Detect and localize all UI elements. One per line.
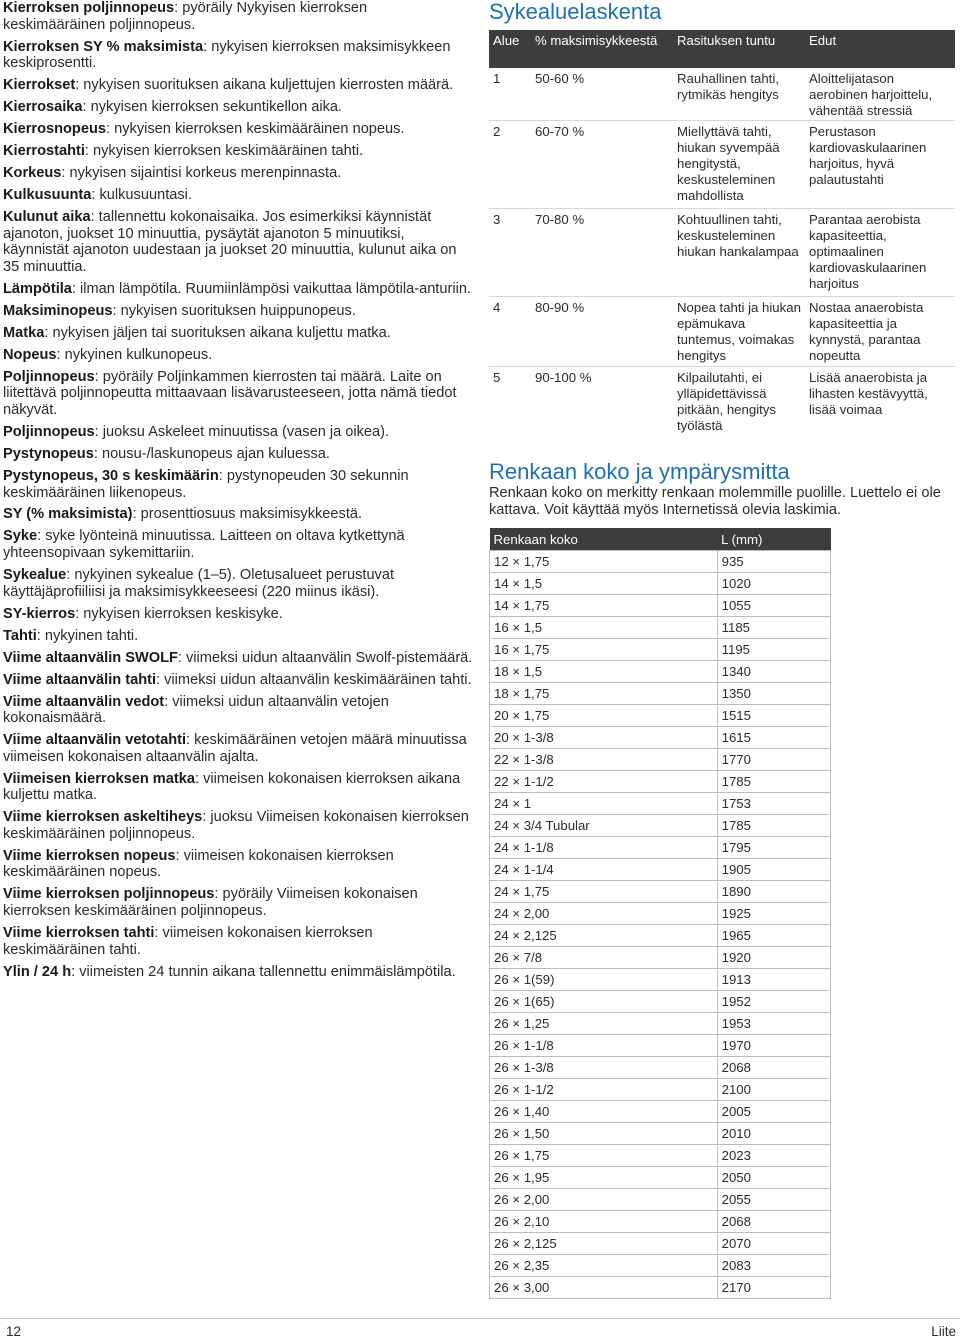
definition-desc: : nykyinen tahti. [36,627,139,644]
zone-header-cell: % maksimisykkeestä [531,30,673,68]
zone-table-body [489,68,955,434]
definition-term: Viimeisen kierroksen matka [3,770,195,787]
tire-cell: 16 × 1,75 [490,639,718,661]
tire-cell: 1020 [717,573,830,595]
definition-desc: : kulkusuuntasi. [91,187,192,204]
zone-cell: 60-70 % [531,120,673,208]
zone-cell: 1 [493,71,501,86]
definition-term: Nopeus [3,346,57,363]
definition-item [3,925,473,958]
tire-row [490,705,831,727]
tire-cell: 26 × 1(59) [490,969,718,991]
tire-cell: 1340 [717,661,830,683]
tire-cell: 26 × 1,95 [490,1167,718,1189]
definition-item [3,121,473,138]
tire-cell: 26 × 1-1/8 [490,1035,718,1057]
tire-cell: 26 × 2,35 [490,1255,718,1277]
definition-term: Kierroksen poljinnopeus [3,0,175,16]
definition-desc: : nousu-/laskunopeus ajan kuluessa. [93,445,330,462]
tire-cell: 2068 [717,1057,830,1079]
definition-item [3,650,473,667]
zone-header-cell: Alue [489,30,531,68]
definition-term: Kulunut aika [3,209,91,226]
tire-row [490,1189,831,1211]
definition-desc: : nykyisen suorituksen aikana kuljettujen kierrosten määrä. [75,77,454,94]
definition-term: Matka [3,324,45,341]
definition-term: Korkeus [3,165,62,182]
tire-cell: 26 × 1,75 [490,1145,718,1167]
tire-intro: Renkaan koko on merkitty renkaan molemmille puolille. Luettelo ei ole kattava. Voit käyttää myös Internetissä olevia laskimia. [489,485,941,518]
tire-cell: 2050 [717,1167,830,1189]
zone-cell: 70-80 % [531,208,673,296]
definition-desc: : syke lyönteinä minuutissa. Laitteen on oltava kytkettynä yhteensopivaan sykemittariin. [3,528,405,562]
tire-row [490,1101,831,1123]
tire-cell: 1890 [717,881,830,903]
definition-item [3,694,473,727]
definition-item [3,143,473,160]
tire-cell: 1965 [717,925,830,947]
tire-cell: 1905 [717,859,830,881]
tire-row [490,793,831,815]
zone-cell: Rauhallinen tahti, rytmikäs hengitys [677,71,779,103]
definitions-list [3,0,473,986]
tire-cell: 16 × 1,5 [490,617,718,639]
tire-cell: 12 × 1,75 [490,551,718,573]
definition-term: Sykealue [3,567,67,584]
definition-term: Viime altaanvälin vetotahti [3,732,187,749]
definition-desc: : viimeisen kokonaisen kierroksen aikana kuljettu matka. [3,770,461,804]
tire-row [490,661,831,683]
tire-cell: 26 × 7/8 [490,947,718,969]
tire-cell: 1913 [717,969,830,991]
zone-table [489,30,955,434]
tire-cell: 2010 [717,1123,830,1145]
tire-cell: 1785 [717,815,830,837]
tire-header-cell: L (mm) [717,528,830,551]
tire-cell: 24 × 1 [490,793,718,815]
tire-row [490,573,831,595]
definition-term: Viime altaanvälin SWOLF [3,649,178,666]
definition-item [3,886,473,919]
footer-rule [0,1318,960,1319]
tire-cell: 26 × 2,00 [490,1189,718,1211]
definition-term: Ylin / 24 h [3,963,72,980]
zone-row [489,296,955,366]
definition-term: Syke [3,528,38,545]
definition-item [3,672,473,689]
definition-desc: : juoksu Viimeisen kokonaisen kierroksen keskimääräinen poljinnopeus. [3,809,469,842]
definition-item [3,771,473,804]
zone-cell: Nostaa anaerobista kapasiteettia ja kynnystä, parantaa nopeutta [805,296,955,366]
tire-row [490,947,831,969]
zone-cell: 80-90 % [531,296,673,366]
definition-desc: : nykyisen suorituksen huippunopeus. [112,302,356,319]
tire-cell: 24 × 2,125 [490,925,718,947]
zone-cell: Kilpailutahti, ei ylläpidettävissä pitkään, hengitys työlästä [673,366,805,434]
definition-desc: : viimeisen kokonaisen kierroksen keskimääräinen nopeus. [3,847,394,881]
definition-term: Viime kierroksen poljinnopeus [3,886,215,903]
tire-row [490,683,831,705]
tire-row [490,859,831,881]
tire-cell: 22 × 1-3/8 [490,749,718,771]
definition-item [3,732,473,765]
zone-header-cell: Rasituksen tuntu [673,30,805,68]
definition-item [3,528,473,561]
definition-term: SY-kierros [3,605,76,622]
tire-row [490,1233,831,1255]
definition-item [3,347,473,364]
definition-term: Kierrosnopeus [3,121,106,138]
definition-term: Maksiminopeus [3,302,113,319]
zone-cell: 3 [489,208,531,296]
definition-desc: : nykyinen sykealue (1–5). Oletusalueet perustuvat käyttäjäprofiiliisi ja maksimisykkeeseesi (220 miinus ikäsi). [3,567,395,600]
tire-row [490,749,831,771]
tire-row [490,1057,831,1079]
tire-cell: 14 × 1,75 [490,595,718,617]
tire-cell: 24 × 1-1/8 [490,837,718,859]
tire-cell: 2068 [717,1211,830,1233]
tire-row [490,1277,831,1299]
tire-row [490,837,831,859]
tire-cell: 24 × 3/4 Tubular [490,815,718,837]
zone-cell: Aloittelijatason aerobinen harjoittelu, vähentää stressiä [809,71,933,119]
definition-item [3,369,473,419]
definition-item [3,964,473,981]
definition-desc: : viimeksi uidun altaanvälin Swolf-pistemäärä. [177,649,473,666]
tire-row [490,815,831,837]
definition-desc: : tallennettu kokonaisaika. Jos esimerkiksi käynnistät ajanoton, juokset 10 minuuttia, pysäytät ajanoton 5 minuutiksi, käynnistät ajanoton uudestaan ja juokset 20 minuuttia, kulunut aika on 35 minuuttia. [3,209,457,275]
tire-row [490,903,831,925]
definition-item [3,325,473,342]
tire-cell: 2023 [717,1145,830,1167]
definition-item [3,281,473,298]
zone-table-header [489,30,955,68]
tire-row [490,1013,831,1035]
footer-label: Liite [931,1324,956,1339]
tire-cell: 2100 [717,1079,830,1101]
tire-row [490,639,831,661]
tire-row [490,617,831,639]
tire-cell: 26 × 3,00 [490,1277,718,1299]
tire-cell: 2055 [717,1189,830,1211]
definition-desc: : nykyisen kierroksen sekuntikellon aika. [82,99,343,116]
zone-row [489,366,955,434]
tire-cell: 18 × 1,75 [490,683,718,705]
zone-cell: Parantaa aerobista kapasiteettia, optimaalinen kardiovaskulaarinen harjoitus [805,208,955,296]
tire-cell: 1753 [717,793,830,815]
tire-row [490,595,831,617]
definition-desc: : viimeksi uidun altaanvälin keskimääräinen tahti. [156,671,472,688]
tire-cell: 1970 [717,1035,830,1057]
tire-cell: 20 × 1-3/8 [490,727,718,749]
definition-item [3,99,473,116]
definition-desc: : pystynopeuden 30 sekunnin keskimääräinen liikenopeus. [3,467,409,501]
definition-item [3,39,473,72]
tire-cell: 2070 [717,1233,830,1255]
tire-table [489,528,831,1299]
definition-item [3,303,473,320]
zone-cell: 2 [489,120,531,208]
tire-cell: 1615 [717,727,830,749]
zone-row [489,120,955,208]
definition-term: Kierrostahti [3,143,85,160]
tire-row [490,1035,831,1057]
definition-item [3,209,473,275]
tire-cell: 26 × 1,50 [490,1123,718,1145]
tire-row [490,991,831,1013]
tire-cell: 1795 [717,837,830,859]
zone-cell: Nopea tahti ja hiukan epämukava tuntemus, voimakas hengitys [673,296,805,366]
definition-term: Viime altaanvälin vedot [3,693,165,710]
tire-cell: 18 × 1,5 [490,661,718,683]
tire-row [490,969,831,991]
definition-desc: : keskimääräinen vetojen määrä minuutissa viimeisen kokonaisen altaanvälin ajalta. [3,732,467,765]
tire-table-header [490,528,831,551]
definition-desc: : nykyisen kierroksen maksimisykkeen keskiprosentti. [3,38,451,72]
tire-row [490,1211,831,1233]
tire-cell: 1952 [717,991,830,1013]
tire-cell: 24 × 1,75 [490,881,718,903]
definition-desc: : prosenttiosuus maksimisykkeestä. [132,506,363,523]
definition-desc: : viimeksi uidun altaanvälin vetojen kokonaismäärä. [3,693,389,727]
tire-cell: 2170 [717,1277,830,1299]
definition-term: Lämpötila [3,280,72,297]
tire-cell: 24 × 2,00 [490,903,718,925]
tire-cell: 26 × 2,10 [490,1211,718,1233]
tire-row [490,925,831,947]
tire-row [490,1145,831,1167]
tire-row [490,771,831,793]
tire-cell: 20 × 1,75 [490,705,718,727]
definition-term: Poljinnopeus [3,423,95,440]
tire-cell: 26 × 1-3/8 [490,1057,718,1079]
definition-term: Poljinnopeus [3,368,95,385]
tire-table-body [490,551,831,1299]
definition-item [3,848,473,881]
zone-heading: Sykealuelaskenta [489,0,662,24]
definition-item [3,77,473,94]
definition-desc: : nykyisen sijaintisi korkeus merenpinnasta. [61,165,342,182]
definition-item [3,187,473,204]
tire-header-cell: Renkaan koko [490,528,718,551]
definition-desc: : nykyinen kulkunopeus. [56,346,213,363]
tire-cell: 26 × 1(65) [490,991,718,1013]
tire-cell: 1350 [717,683,830,705]
tire-cell: 22 × 1-1/2 [490,771,718,793]
definition-desc: : nykyisen kierroksen keskimääräinen nopeus. [106,121,405,138]
definition-item [3,506,473,523]
tire-heading: Renkaan koko ja ympärysmitta [489,459,790,484]
tire-cell: 26 × 1,40 [490,1101,718,1123]
definition-item [3,424,473,441]
definition-term: Tahti [3,627,37,644]
definition-desc: : viimeisen kokonaisen kierroksen keskimääräinen tahti. [3,925,373,958]
tire-cell: 1953 [717,1013,830,1035]
definition-term: Viime kierroksen askeltiheys [3,809,203,826]
tire-cell: 1055 [717,595,830,617]
zone-cell: 5 [489,366,531,434]
definition-term: Viime kierroksen nopeus [3,847,176,864]
definition-item [3,468,473,501]
zone-row [489,68,955,120]
definition-desc: : pyöräily Poljinkammen kierrosten tai määrä. Laite on liitettävä poljinnopeutta mittaavaan lisävarusteeseen, jotta nämä tiedot näkyvät. [3,368,457,418]
tire-cell: 1925 [717,903,830,925]
tire-cell: 1515 [717,705,830,727]
definition-term: Kierrosaika [3,99,83,116]
tire-cell: 26 × 1-1/2 [490,1079,718,1101]
definition-term: Pystynopeus, 30 s keskimäärin [3,467,219,484]
zone-cell: 4 [489,296,531,366]
definition-desc: : ilman lämpötila. Ruumiinlämpösi vaikuttaa lämpötila-anturiin. [71,280,471,297]
definition-term: Viime kierroksen tahti [3,925,155,942]
definition-desc: : juoksu Askeleet minuutissa (vasen ja oikea). [94,423,390,440]
definition-item [3,165,473,182]
definition-desc: : nykyisen jäljen tai suorituksen aikana kuljettu matka. [44,324,391,341]
tire-row [490,1123,831,1145]
tire-cell: 1770 [717,749,830,771]
definition-item [3,567,473,600]
zone-cell: Miellyttävä tahti, hiukan syvempää hengitystä, keskusteleminen mahdollista [673,120,805,208]
definition-desc: : viimeisten 24 tunnin aikana tallennettu enimmäislämpötila. [71,963,456,980]
zone-cell: 90-100 % [531,366,673,434]
tire-cell: 935 [717,551,830,573]
zone-header-cell: Edut [805,30,955,68]
definition-term: Pystynopeus [3,445,94,462]
tire-cell: 26 × 1,25 [490,1013,718,1035]
definition-desc: : pyöräily Viimeisen kokonaisen kierroksen keskimääräinen poljinnopeus. [3,886,418,920]
tire-row [490,1255,831,1277]
tire-cell: 2005 [717,1101,830,1123]
definition-desc: : nykyisen kierroksen keskisyke. [75,605,283,622]
definition-desc: : pyöräily Nykyisen kierroksen keskimääräinen poljinnopeus. [3,0,368,33]
tire-cell: 1785 [717,771,830,793]
zone-cell: 50-60 % [535,71,585,86]
tire-cell: 1195 [717,639,830,661]
zone-cell: Kohtuullinen tahti, keskusteleminen hiukan hankalampaa [673,208,805,296]
tire-row [490,881,831,903]
tire-cell: 1185 [717,617,830,639]
page-number: 12 [6,1324,22,1339]
definition-item [3,606,473,623]
zone-cell: Perustason kardiovaskulaarinen harjoitus, hyvä palautustahti [805,120,955,208]
tire-cell: 1920 [717,947,830,969]
tire-row [490,727,831,749]
definition-term: Kierroksen SY % maksimista [3,38,204,55]
zone-row [489,208,955,296]
definition-term: Kulkusuunta [3,187,92,204]
definition-item [3,0,473,33]
zone-cell: Lisää anaerobista ja lihasten kestävyyttä, lisää voimaa [805,366,955,434]
tire-cell: 24 × 1-1/4 [490,859,718,881]
tire-row [490,1079,831,1101]
definition-term: Viime altaanvälin tahti [3,671,157,688]
definition-item [3,446,473,463]
definition-term: SY (% maksimista) [3,506,133,523]
tire-row [490,1167,831,1189]
tire-cell: 14 × 1,5 [490,573,718,595]
tire-cell: 26 × 2,125 [490,1233,718,1255]
tire-cell: 2083 [717,1255,830,1277]
definition-item [3,628,473,645]
tire-row [490,551,831,573]
definition-desc: : nykyisen kierroksen keskimääräinen tahti. [84,143,364,160]
definition-term: Kierrokset [3,77,76,94]
definition-item [3,809,473,842]
